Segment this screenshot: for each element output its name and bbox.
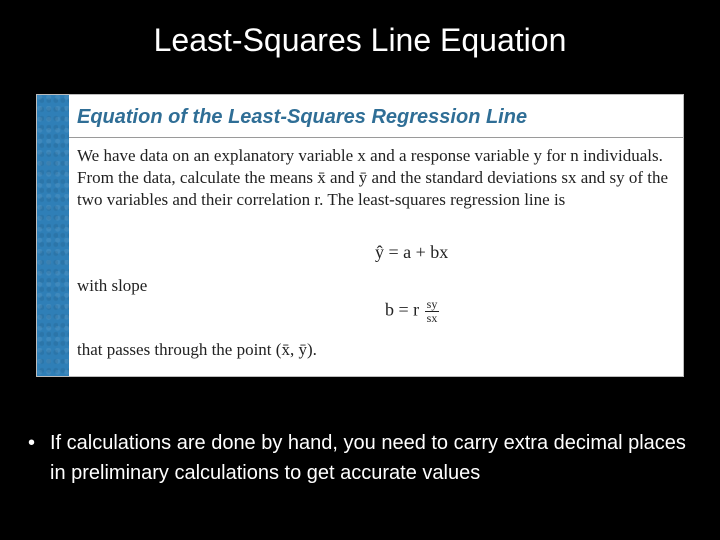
slope-equation (385, 298, 439, 325)
slope-fraction-denominator: sx (426, 311, 438, 325)
slide-title: Least-Squares Line Equation (153, 22, 567, 58)
box-header (69, 95, 683, 138)
box-body (77, 145, 683, 359)
point-label: that passes through the point (x̄, ȳ). (77, 340, 317, 359)
definition-box (36, 94, 684, 377)
box-accent-stripe (37, 95, 69, 376)
slope-equation-lhs: b = r (385, 299, 420, 320)
bullet-item (28, 428, 700, 488)
bullet-text: If calculations are done by hand, you need to carry extra decimal places in preliminary calculations to get accurate values (50, 432, 686, 484)
regression-equation: ŷ = a + bx (375, 242, 449, 262)
slope-label: with slope (77, 276, 148, 295)
bullet-marker: • (28, 432, 36, 454)
box-title: Equation of the Least-Squares Regression Line (77, 106, 528, 128)
slope-fraction-numerator: sy (426, 297, 438, 311)
definition-paragraph: We have data on an explanatory variable x and a response variable y for n individuals. From the data, calculate the means x̄ and ȳ and the standard deviations sx and sy of the two variables and their correlation r. The least-squares regression line is (77, 146, 669, 209)
slope-fraction (425, 298, 440, 325)
